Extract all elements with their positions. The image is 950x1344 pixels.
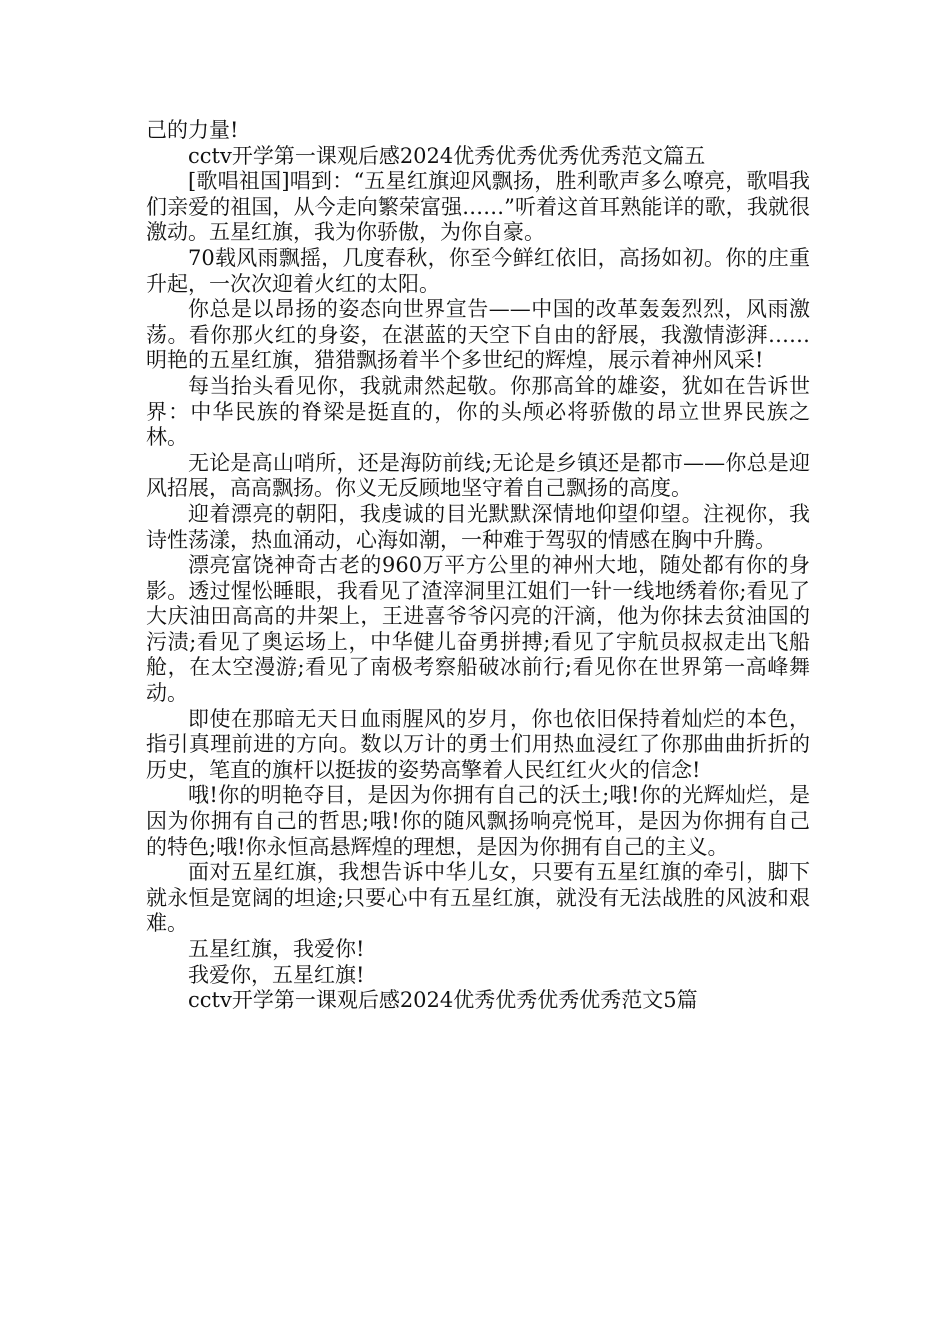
paragraph-sunrise: 迎着漂亮的朝阳，我虔诚的目光默默深情地仰望仰望。注视你，我诗性荡漾，热血涌动，心海如潮，一种难于驾驭的情感在胸中升腾。 xyxy=(146,501,810,552)
paragraph-land: 漂亮富饶神奇古老的960万平方公里的神州大地，随处都有你的身影。透过惺忪睡眼，我看见了渣滓洞里江姐们一针一线地绣着你;看见了大庆油田高高的井架上，王进喜爷爷闪亮的汗滴，他为你抹去贫油国的污渍;看见了奥运场上，中华健儿奋勇拼搏;看见了宇航员叔叔走出飞船舱，在太空漫游;看见了南极考察船破冰前行;看见你在世界第一高峰舞动。 xyxy=(146,553,810,706)
section-title-5-articles: cctv开学第一课观后感2024优秀优秀优秀优秀范文5篇 xyxy=(188,988,698,1013)
paragraph-love-flag: 我爱你，五星红旗! xyxy=(188,962,365,987)
section-title-part5: cctv开学第一课观后感2024优秀优秀优秀优秀范文篇五 xyxy=(188,143,706,168)
document-body xyxy=(146,118,810,1014)
paragraph-continuation: 己的力量! xyxy=(146,118,239,142)
paragraph-dark-years: 即使在那暗无天日血雨腥风的岁月，你也依旧保持着灿烂的本色，指引真理前进的方向。数以万计的勇士们用热血浸红了你那曲曲折折的历史，笔直的旗杆以挺拔的姿势高擎着人民红红火火的信念! xyxy=(146,706,810,782)
paragraph-proclaim: 你总是以昂扬的姿态向世界宣告——中国的改革轰轰烈烈，风雨激荡。看你那火红的身姿，在湛蓝的天空下自由的舒展，我激情澎湃……明艳的五星红旗，猎猎飘扬着半个多世纪的辉煌，展示着神州风采! xyxy=(146,297,810,373)
paragraph-everywhere: 无论是高山哨所，还是海防前线;无论是乡镇还是都市——你总是迎风招展，高高飘扬。你义无反顾地坚守着自己飘扬的高度。 xyxy=(146,450,810,501)
paragraph-look-up: 每当抬头看见你，我就肃然起敬。你那高耸的雄姿，犹如在告诉世界：中华民族的脊梁是挺直的，你的头颅必将骄傲的昂立世界民族之林。 xyxy=(146,373,810,450)
paragraph-70-years: 70载风雨飘摇，几度春秋，你至今鲜红依旧，高扬如初。你的庄重升起，一次次迎着火红的太阳。 xyxy=(146,245,810,296)
paragraph-oh: 哦!你的明艳夺目，是因为你拥有自己的沃土;哦!你的光辉灿烂，是因为你拥有自己的哲思;哦!你的随风飘扬响亮悦耳，是因为你拥有自己的特色;哦!你永恒高悬辉煌的理想，是因为你拥有自己的主义。 xyxy=(146,783,810,859)
paragraph-facing-flag: 面对五星红旗，我想告诉中华儿女，只要有五星红旗的牵引，脚下就永恒是宽阔的坦途;只要心中有五星红旗，就没有无法战胜的风波和艰难。 xyxy=(146,860,810,936)
paragraph-i-love-you: 五星红旗，我爱你! xyxy=(188,937,365,961)
paragraph-song-intro: [歌唱祖国]唱到：“五星红旗迎风飘扬，胜利歌声多么嘹亮，歌唱我们亲爱的祖国，从今走向繁荣富强……”听着这首耳熟能详的歌，我就很激动。五星红旗，我为你骄傲，为你自豪。 xyxy=(146,169,810,245)
